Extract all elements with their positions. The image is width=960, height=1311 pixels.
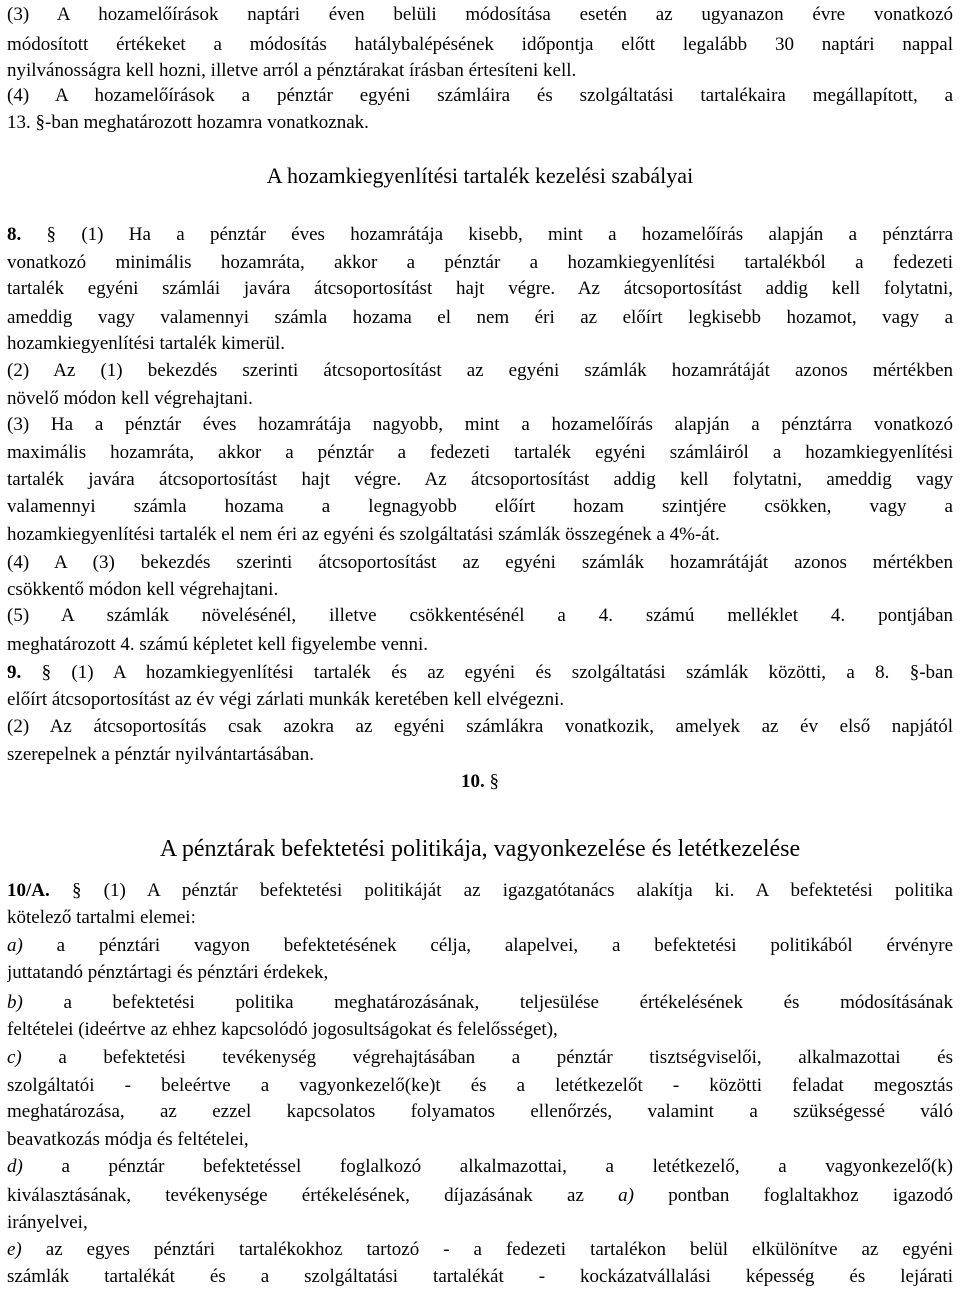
line-text: A pénztárak befektetési politikája, vagyonkezelése és letétkezelése	[159, 836, 801, 862]
line-text: nyilvánosságra kell hozni, illetve arról a pénztárakat írásban értesíteni kell.	[7, 60, 577, 81]
text-line	[7, 276, 953, 302]
line-text: (3) Ha a pénztár éves hozamrátája nagyobb, mint a hozamelőírás alapján a pénztárra vonatkozó	[7, 414, 953, 435]
text-line	[7, 467, 953, 493]
line-text: hozamkiegyenlítési tartalék kimerül.	[7, 333, 286, 354]
text-line	[7, 32, 953, 58]
text-line	[7, 660, 953, 686]
line-text: (5) A számlák növelésénél, illetve csökkentésénél a 4. számú melléklet 4. pontjában	[7, 605, 953, 626]
text-line	[7, 990, 953, 1016]
line-text: hozamkiegyenlítési tartalék el nem éri az egyéni és szolgáltatási számlák összegének a 4%-át.	[7, 524, 720, 545]
text-line	[7, 386, 953, 412]
line-text: számlák tartalékát és a szolgáltatási tartalékát - kockázatvállalási képesség és lejárati	[7, 1266, 953, 1287]
text-line	[7, 960, 953, 986]
text-line	[7, 331, 953, 357]
line-text: az egyes pénztári tartalékokhoz tartozó - a fedezeti tartalékon belül elkülönítve az egyéni	[21, 1239, 953, 1260]
text-line	[7, 1099, 953, 1125]
section-heading	[7, 163, 953, 189]
text-line	[7, 905, 953, 931]
text-line	[7, 412, 953, 438]
text-line	[7, 522, 953, 548]
list-marker: b)	[7, 992, 23, 1013]
line-text: szolgáltatói - beleértve a vagyonkezelő(ke)t és a letétkezelőt - közötti feladat megosztás	[7, 1075, 953, 1096]
line-text: § (1) A pénztár befektetési politikáját az igazgatótanács alakítja ki. A befektetési politika	[49, 880, 953, 901]
line-text: (2) Az átcsoportosítás csak azokra az egyéni számlákra vonatkozik, amelyek az év első napjától	[7, 716, 953, 737]
text-line	[7, 1183, 953, 1209]
line-text: maximális hozamráta, akkor a pénztár a fedezeti tartalék egyéni számláiról a hozamkiegyenlítési	[7, 442, 953, 463]
paragraph-number: 10.	[461, 771, 485, 792]
section-number	[7, 769, 953, 795]
line-text: pontban foglaltakhoz igazodó	[633, 1185, 953, 1206]
list-marker: c)	[7, 1047, 22, 1068]
text-line	[7, 305, 953, 331]
line-text: (3) A hozamelőírások naptári éven belüli módosítása esetén az ugyanazon évre vonatkozó	[7, 4, 953, 25]
text-line	[7, 1210, 953, 1236]
line-text: § (1) Ha a pénztár éves hozamrátája kisebb, mint a hozamelőírás alapján a pénztárra	[21, 224, 953, 245]
text-line	[7, 603, 953, 629]
line-text: juttatandó pénztártagi és pénztári érdekek,	[7, 962, 329, 983]
line-text: ameddig vagy valamennyi számla hozama el nem éri az előírt legkisebb hozamot, vagy a	[7, 307, 953, 328]
text-line	[7, 1073, 953, 1099]
line-text: valamennyi számla hozama a legnagyobb előírt hozam szintjére csökken, vagy a	[7, 496, 953, 517]
text-line	[7, 1154, 953, 1180]
line-text: növelő módon kell végrehajtani.	[7, 388, 253, 409]
line-text: § (1) A hozamkiegyenlítési tartalék és az egyéni és szolgáltatási számlák közötti, a 8. §-ban	[21, 662, 953, 683]
text-line	[7, 440, 953, 466]
text-line	[7, 1237, 953, 1263]
text-line	[7, 250, 953, 276]
line-text: vonatkozó minimális hozamráta, akkor a pénztár a hozamkiegyenlítési tartalékból a fedezeti	[7, 252, 953, 273]
line-text: 13. §-ban meghatározott hozamra vonatkoznak.	[7, 112, 369, 133]
text-line	[7, 1127, 953, 1153]
paragraph-number: 9.	[7, 662, 22, 683]
line-text: előírt átcsoportosítást az év végi zárlati munkák keretében kell elvégezni.	[7, 689, 565, 710]
chapter-heading	[7, 833, 953, 865]
text-line	[7, 933, 953, 959]
line-text: tartalék egyéni számlái javára átcsoportosítást hajt végre. Az átcsoportosítást addig kell folytatni,	[7, 278, 953, 299]
line-text: (4) A hozamelőírások a pénztár egyéni számláira és szolgáltatási tartalékaira megállapított, a	[7, 85, 953, 106]
text-line	[7, 222, 953, 248]
line-text: meghatározása, az ezzel kapcsolatos folyamatos ellenőrzés, valamint a szükségessé váló	[7, 1101, 953, 1122]
text-line	[7, 577, 953, 603]
text-line	[7, 1017, 953, 1043]
line-text: (4) A (3) bekezdés szerinti átcsoportosítást az egyéni számlák hozamrátáját azonos mértékben	[7, 552, 953, 573]
text-line	[7, 494, 953, 520]
line-text: beavatkozás módja és feltételei,	[7, 1129, 249, 1150]
line-text: módosított értékeket a módosítás hatálybalépésének időpontja előtt legalább 30 naptári nappal	[7, 34, 953, 55]
line-text: kötelező tartalmi elemei:	[7, 907, 196, 928]
text-line	[7, 687, 953, 713]
paragraph-number: 10/A.	[7, 880, 50, 901]
text-line	[7, 632, 953, 658]
line-text: a befektetési politika meghatározásának, teljesülése értékelésének és módosításának	[22, 992, 953, 1013]
line-text: kiválasztásának, tevékenysége értékelésének, díjazásának az	[7, 1185, 619, 1206]
line-text: feltételei (ideértve az ehhez kapcsolódó jogosultságokat és felelősséget),	[7, 1019, 558, 1040]
list-marker: a)	[618, 1185, 634, 1206]
text-line	[7, 2, 953, 28]
text-line	[7, 714, 953, 740]
line-text: szerepelnek a pénztár nyilvántartásában.	[7, 744, 315, 765]
line-text: a pénztári vagyon befektetésének célja, alapelvei, a befektetési politikából érvényre	[22, 935, 953, 956]
line-text: (2) Az (1) bekezdés szerinti átcsoportosítást az egyéni számlák hozamrátáját azonos mértékben	[7, 360, 953, 381]
text-line	[7, 358, 953, 384]
line-text: csökkentő módon kell végrehajtani.	[7, 579, 279, 600]
text-line	[7, 878, 953, 904]
line-text: a pénztár befektetéssel foglalkozó alkalmazottai, a letétkezelő, a vagyonkezelő(k)	[22, 1156, 953, 1177]
paragraph-number: 8.	[7, 224, 22, 245]
line-text: irányelvei,	[7, 1212, 88, 1233]
text-line	[7, 1264, 953, 1290]
line-text: meghatározott 4. számú képletet kell figyelembe venni.	[7, 634, 429, 655]
line-text: a befektetési tevékenység végrehajtásában a pénztár tisztségviselői, alkalmazottai és	[21, 1047, 953, 1068]
text-line	[7, 83, 953, 109]
list-marker: a)	[7, 935, 23, 956]
text-line	[7, 110, 953, 136]
list-marker: e)	[7, 1239, 22, 1260]
line-text: A hozamkiegyenlítési tartalék kezelési szabályai	[266, 163, 694, 188]
text-line	[7, 742, 953, 768]
list-marker: d)	[7, 1156, 23, 1177]
line-text: tartalék javára átcsoportosítást hajt végre. Az átcsoportosítást addig kell folytatni, ameddig vagy	[7, 469, 953, 490]
text-line	[7, 58, 953, 84]
text-line	[7, 550, 953, 576]
line-text: §	[484, 771, 499, 792]
text-line	[7, 1045, 953, 1071]
